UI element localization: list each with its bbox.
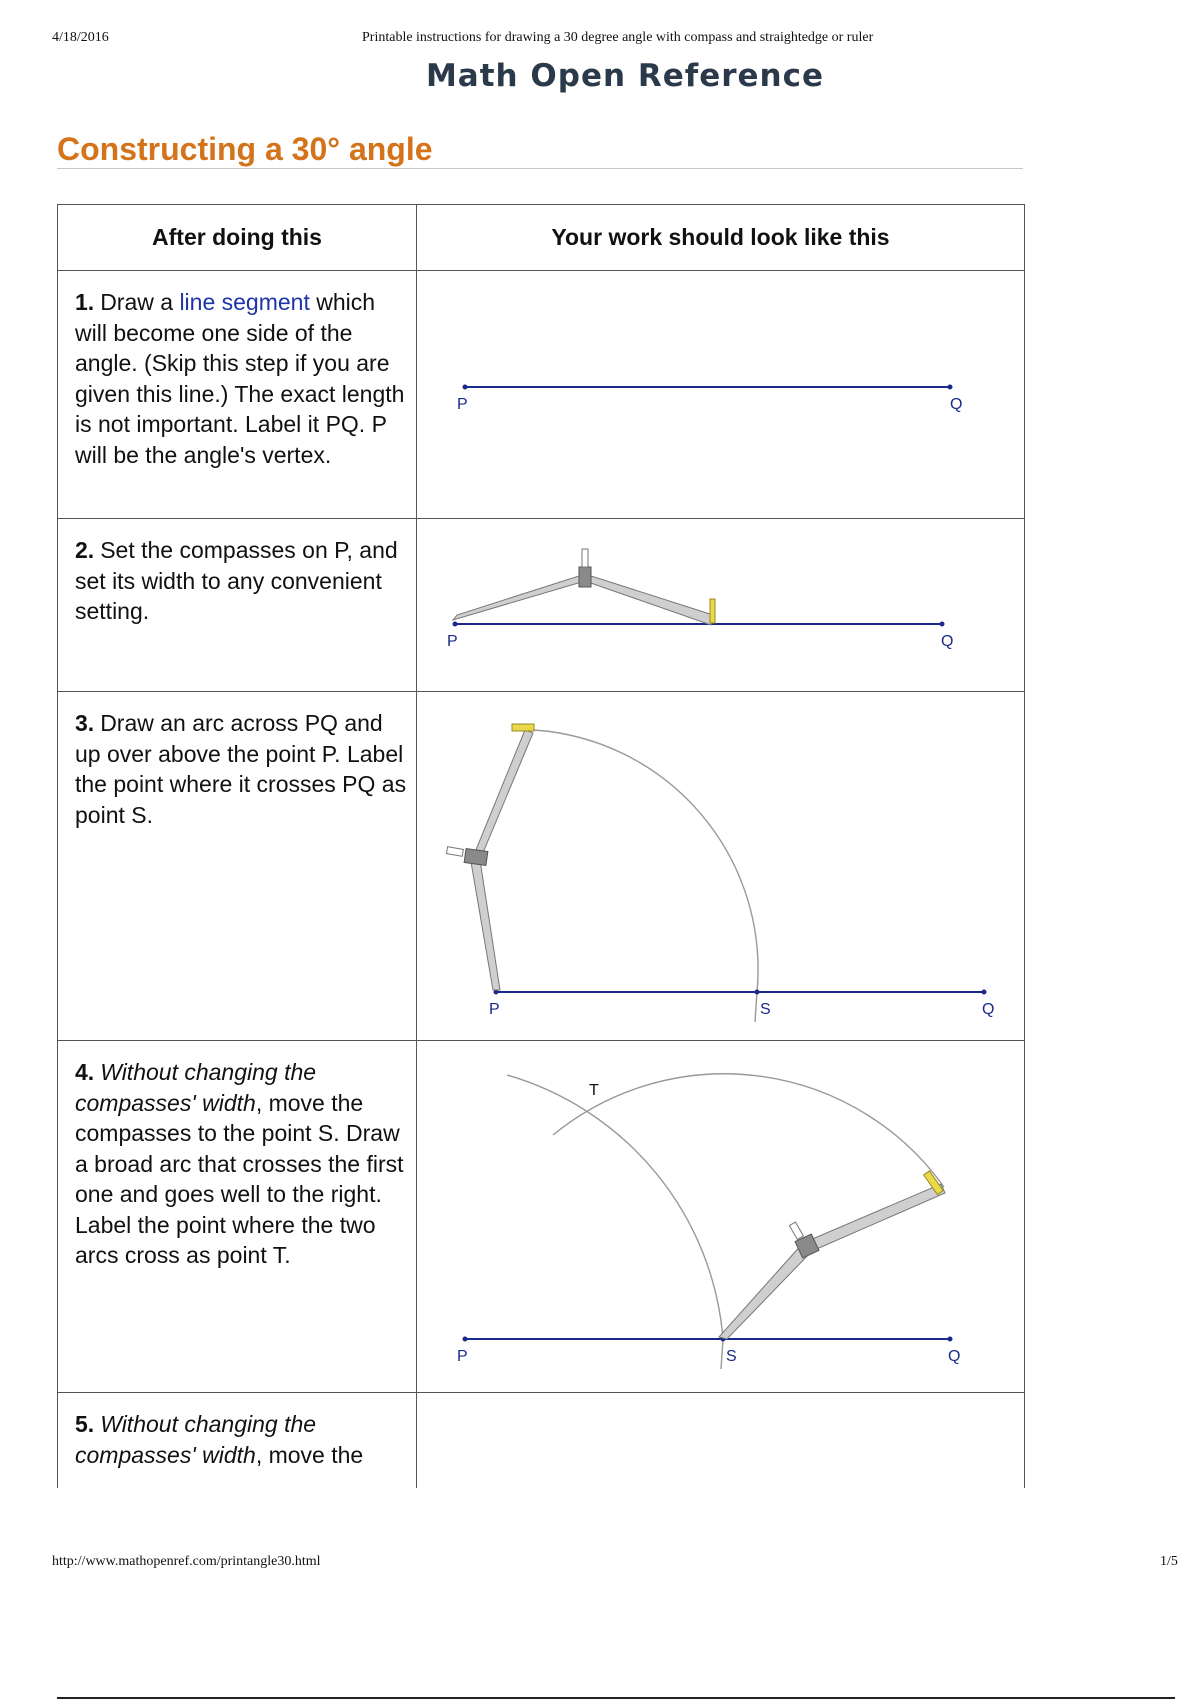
page-heading: Constructing a 30° angle — [57, 131, 433, 167]
label-t: T — [589, 1082, 599, 1099]
footer-url: http://www.mathopenref.com/printangle30.html — [52, 1554, 321, 1569]
label-s: S — [760, 1001, 771, 1018]
compass-pencil — [710, 599, 715, 623]
line-segment-link[interactable]: line segment — [179, 289, 310, 315]
label-q: Q — [982, 1001, 995, 1018]
second-arc-figure — [417, 1041, 1024, 1393]
step-3-row — [58, 692, 1024, 1041]
arc-from-p — [507, 1075, 723, 1369]
step-number: 4. — [75, 1059, 95, 1085]
compass-setup-figure — [417, 519, 1024, 692]
compass-left-leg — [453, 574, 585, 620]
step-number: 2. — [75, 537, 95, 563]
compass-pencil — [512, 724, 534, 731]
step-2-text: Set the compasses on P, and set its width to any convenient setting. — [75, 537, 398, 624]
compass-right-leg — [585, 574, 713, 625]
compass-hinge — [579, 567, 591, 587]
compass-upper-leg — [471, 730, 533, 862]
label-q: Q — [941, 633, 954, 650]
step-number: 3. — [75, 710, 95, 736]
step-1-text-post: which will become one side of the angle. (Skip this step if you are given this line.) The exact length is not important. Label it PQ. P will be the angle's vertex. — [75, 289, 405, 468]
print-date: 4/18/2016 — [52, 30, 109, 45]
compass-hinge — [464, 849, 488, 866]
step-1-row — [58, 271, 1024, 519]
label-s: S — [726, 1348, 737, 1365]
step-4-row — [58, 1041, 1024, 1393]
step-4-text: , move the compasses to the point S. Draw a broad arc that crosses the first one and goes well to the right. Label the point where the two arcs cross as point T. — [75, 1089, 404, 1268]
label-q: Q — [950, 396, 963, 413]
col-left-header: After doing this — [58, 205, 417, 270]
segment-pq-figure — [417, 271, 1024, 519]
point-p — [463, 385, 468, 390]
step-4-figure — [417, 1041, 1024, 1392]
point-p — [463, 1337, 468, 1342]
compass-handle — [446, 847, 463, 857]
step-5-figure — [417, 1393, 1024, 1488]
step-1-figure — [417, 271, 1024, 518]
step-5-emphasis: Without changing the compasses' width — [75, 1411, 317, 1468]
step-2-instruction — [58, 519, 417, 691]
step-5-text: , move the — [255, 1441, 364, 1468]
label-q: Q — [948, 1348, 961, 1365]
step-5-row — [58, 1393, 1024, 1488]
col-right-header: Your work should look like this — [551, 224, 890, 250]
compass-right-leg — [803, 1184, 945, 1251]
point-p — [453, 622, 458, 627]
compass-handle — [789, 1222, 803, 1239]
step-4-emphasis: Without changing the compasses' width — [75, 1059, 317, 1116]
step-3-figure — [417, 692, 1024, 1040]
steps-table — [57, 204, 1025, 1488]
bottom-rule — [57, 1697, 1175, 1699]
first-arc-figure — [417, 692, 1024, 1041]
compass-lower-leg — [471, 860, 500, 990]
compass-left-leg — [719, 1243, 812, 1339]
print-title: Printable instructions for drawing a 30 degree angle with compass and straightedge or ruler — [362, 30, 874, 45]
arc-from-s — [553, 1074, 944, 1187]
site-name: Math Open Reference — [425, 58, 825, 94]
point-s — [755, 990, 760, 995]
step-number: 5. — [75, 1411, 95, 1437]
step-4-instruction — [58, 1041, 417, 1392]
step-2-figure — [417, 519, 1024, 691]
compass-handle — [582, 549, 588, 567]
table-header-row — [58, 205, 1024, 271]
heading-rule — [57, 168, 1023, 169]
footer-page-number: 1/5 — [1160, 1554, 1178, 1569]
point-q — [982, 990, 987, 995]
point-q — [940, 622, 945, 627]
point-q — [948, 1337, 953, 1342]
step-1-instruction — [58, 271, 417, 518]
step-3-instruction — [58, 692, 417, 1040]
step-2-row — [58, 519, 1024, 692]
step-number: 1. — [75, 289, 95, 315]
label-p: P — [447, 633, 458, 650]
step-1-text-pre: Draw a — [100, 289, 180, 315]
step-5-instruction — [58, 1393, 417, 1488]
step-3-text: Draw an arc across PQ and up over above the point P. Label the point where it crosses PQ as point S. — [75, 710, 407, 828]
arc-from-p — [534, 730, 758, 1022]
point-q — [948, 385, 953, 390]
label-p: P — [489, 1001, 500, 1018]
label-p: P — [457, 1348, 468, 1365]
label-p: P — [457, 396, 468, 413]
